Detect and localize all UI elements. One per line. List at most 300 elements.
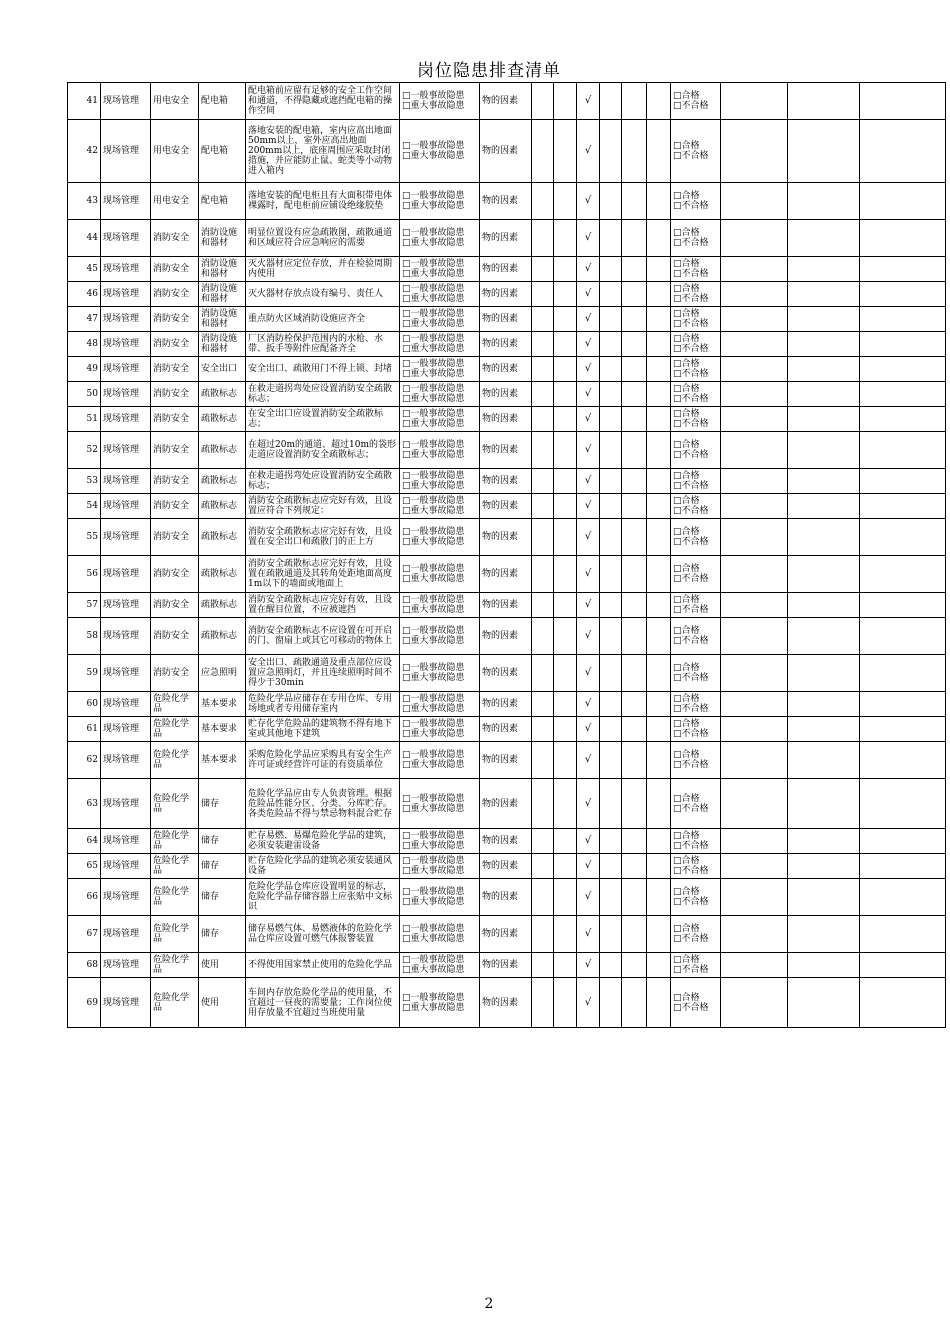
check-mark: √ [577,742,600,779]
empty-cell [554,332,577,357]
pass-checkbox[interactable]: □合格 [673,228,700,238]
area-cell: 现场管理 [101,953,151,978]
empty-cell [622,829,647,854]
empty-cell [554,120,577,183]
item-cell: 基本要求 [199,717,246,742]
empty-cell [600,257,622,282]
factor-cell: 物的因素 [480,978,532,1028]
general-hazard-checkbox[interactable]: □一般事故隐患 [402,887,465,897]
empty-cell [721,469,788,494]
fail-checkbox[interactable]: □不合格 [673,481,709,491]
result-options[interactable] [671,432,721,469]
row-number: 44 [68,220,101,257]
general-hazard-checkbox[interactable]: □一般事故隐患 [402,496,465,506]
hazard-level-options[interactable] [400,257,480,282]
empty-cell [721,655,788,692]
hazard-level-options[interactable] [400,519,480,556]
empty-cell [788,469,860,494]
fail-checkbox[interactable]: □不合格 [673,866,709,876]
item-cell: 储存 [199,829,246,854]
factor-cell: 物的因素 [480,519,532,556]
major-hazard-checkbox[interactable]: □重大事故隐患 [402,965,465,975]
major-hazard-checkbox[interactable]: □重大事故隐患 [402,605,465,615]
pass-checkbox[interactable]: □合格 [673,924,700,934]
check-mark: √ [577,779,600,829]
area-cell: 现场管理 [101,83,151,120]
hazard-level-options[interactable] [400,742,480,779]
result-options[interactable] [671,593,721,618]
empty-cell [554,742,577,779]
empty-cell [721,83,788,120]
table-row [68,618,946,655]
result-options[interactable] [671,469,721,494]
empty-cell [721,432,788,469]
hazard-level-options[interactable] [400,618,480,655]
fail-checkbox[interactable]: □不合格 [673,269,709,279]
major-hazard-checkbox[interactable]: □重大事故隐患 [402,866,465,876]
result-options[interactable] [671,307,721,332]
empty-cell [532,593,554,618]
category-cell: 消防安全 [151,282,199,307]
general-hazard-checkbox[interactable]: □一般事故隐患 [402,384,465,394]
empty-cell [600,382,622,407]
description-cell: 配电箱前应留有足够的安全工作空间和通道，不得隐藏或遮挡配电箱的操作空间 [246,83,400,120]
general-hazard-checkbox[interactable]: □一般事故隐患 [402,663,465,673]
factor-cell: 物的因素 [480,717,532,742]
hazard-level-options[interactable] [400,556,480,593]
pass-checkbox[interactable]: □合格 [673,496,700,506]
empty-cell [721,916,788,953]
factor-cell: 物的因素 [480,83,532,120]
empty-cell [860,407,946,432]
empty-cell [860,120,946,183]
area-cell: 现场管理 [101,618,151,655]
check-mark: √ [577,978,600,1028]
major-hazard-checkbox[interactable]: □重大事故隐患 [402,481,465,491]
empty-cell [600,519,622,556]
result-options[interactable] [671,357,721,382]
empty-cell [622,593,647,618]
general-hazard-checkbox[interactable]: □一般事故隐患 [402,284,465,294]
factor-cell: 物的因素 [480,120,532,183]
major-hazard-checkbox[interactable]: □重大事故隐患 [402,450,465,460]
major-hazard-checkbox[interactable]: □重大事故隐患 [402,841,465,851]
fail-checkbox[interactable]: □不合格 [673,841,709,851]
empty-cell [647,257,671,282]
fail-checkbox[interactable]: □不合格 [673,729,709,739]
fail-checkbox[interactable]: □不合格 [673,201,709,211]
general-hazard-checkbox[interactable]: □一般事故隐患 [402,750,465,760]
row-number: 68 [68,953,101,978]
empty-cell [622,692,647,717]
result-options[interactable] [671,494,721,519]
general-hazard-checkbox[interactable]: □一般事故隐患 [402,831,465,841]
empty-cell [554,220,577,257]
factor-cell: 物的因素 [480,829,532,854]
empty-cell [600,220,622,257]
empty-cell [721,618,788,655]
general-hazard-checkbox[interactable]: □一般事故隐患 [402,719,465,729]
fail-checkbox[interactable]: □不合格 [673,965,709,975]
major-hazard-checkbox[interactable]: □重大事故隐患 [402,1002,465,1013]
empty-cell [600,494,622,519]
fail-checkbox[interactable]: □不合格 [673,605,709,615]
empty-cell [622,494,647,519]
area-cell: 现场管理 [101,282,151,307]
empty-cell [788,916,860,953]
row-number: 48 [68,332,101,357]
hazard-level-options[interactable] [400,332,480,357]
general-hazard-checkbox[interactable]: □一般事故隐患 [402,955,465,965]
general-hazard-checkbox[interactable]: □一般事故隐患 [402,334,465,344]
hazard-level-options[interactable] [400,879,480,916]
result-options[interactable] [671,978,721,1028]
description-cell: 不得使用国家禁止使用的危险化学品 [246,953,400,978]
empty-cell [554,307,577,332]
fail-checkbox[interactable]: □不合格 [673,294,709,304]
result-options[interactable] [671,618,721,655]
hazard-level-options[interactable] [400,779,480,829]
empty-cell [860,556,946,593]
general-hazard-checkbox[interactable]: □一般事故隐患 [402,141,465,151]
fail-checkbox[interactable]: □不合格 [673,419,709,429]
major-hazard-checkbox[interactable]: □重大事故隐患 [402,101,465,111]
pass-checkbox[interactable]: □合格 [673,471,700,481]
empty-cell [554,519,577,556]
hazard-level-options[interactable] [400,83,480,120]
empty-cell [721,332,788,357]
empty-cell [647,742,671,779]
row-number: 49 [68,357,101,382]
fail-checkbox[interactable]: □不合格 [673,344,709,354]
general-hazard-checkbox[interactable]: □一般事故隐患 [402,793,465,804]
pass-checkbox[interactable]: □合格 [673,334,700,344]
result-options[interactable] [671,953,721,978]
pass-checkbox[interactable]: □合格 [673,626,700,636]
row-number: 52 [68,432,101,469]
general-hazard-checkbox[interactable]: □一般事故隐患 [402,564,465,574]
pass-checkbox[interactable]: □合格 [673,309,700,319]
empty-cell [721,494,788,519]
hazard-level-options[interactable] [400,717,480,742]
pass-checkbox[interactable]: □合格 [673,359,700,369]
result-options[interactable] [671,282,721,307]
result-options[interactable] [671,183,721,220]
empty-cell [554,618,577,655]
pass-checkbox[interactable]: □合格 [673,384,700,394]
empty-cell [721,407,788,432]
result-options[interactable] [671,854,721,879]
major-hazard-checkbox[interactable]: □重大事故隐患 [402,506,465,516]
pass-checkbox[interactable]: □合格 [673,992,700,1003]
hazard-level-options[interactable] [400,494,480,519]
factor-cell: 物的因素 [480,556,532,593]
major-hazard-checkbox[interactable]: □重大事故隐患 [402,729,465,739]
empty-cell [647,953,671,978]
result-options[interactable] [671,829,721,854]
major-hazard-checkbox[interactable]: □重大事故隐患 [402,897,465,907]
result-options[interactable] [671,879,721,916]
pass-checkbox[interactable]: □合格 [673,750,700,760]
table-row [68,854,946,879]
check-mark: √ [577,432,600,469]
major-hazard-checkbox[interactable]: □重大事故隐患 [402,238,465,248]
major-hazard-checkbox[interactable]: □重大事故隐患 [402,269,465,279]
fail-checkbox[interactable]: □不合格 [673,704,709,714]
empty-cell [532,953,554,978]
factor-cell: 物的因素 [480,357,532,382]
empty-cell [554,854,577,879]
area-cell: 现场管理 [101,307,151,332]
hazard-level-options[interactable] [400,307,480,332]
fail-checkbox[interactable]: □不合格 [673,897,709,907]
major-hazard-checkbox[interactable]: □重大事故隐患 [402,394,465,404]
table-row [68,779,946,829]
fail-checkbox[interactable]: □不合格 [673,760,709,770]
result-options[interactable] [671,692,721,717]
description-cell: 安全出口、疏散用门不得上锁、封堵 [246,357,400,382]
fail-checkbox[interactable]: □不合格 [673,450,709,460]
row-number: 55 [68,519,101,556]
result-options[interactable] [671,556,721,593]
pass-checkbox[interactable]: □合格 [673,284,700,294]
hazard-level-options[interactable] [400,357,480,382]
major-hazard-checkbox[interactable]: □重大事故隐患 [402,344,465,354]
item-cell: 储存 [199,916,246,953]
general-hazard-checkbox[interactable]: □一般事故隐患 [402,359,465,369]
result-options[interactable] [671,257,721,282]
empty-cell [788,282,860,307]
hazard-level-options[interactable] [400,183,480,220]
result-options[interactable] [671,655,721,692]
hazard-level-options[interactable] [400,382,480,407]
check-mark: √ [577,120,600,183]
empty-cell [860,494,946,519]
description-cell: 采购危险化学品应采购具有安全生产许可证或经营许可证的有资质单位 [246,742,400,779]
pass-checkbox[interactable]: □合格 [673,719,700,729]
empty-cell [622,879,647,916]
result-options[interactable] [671,332,721,357]
item-cell: 疏散标志 [199,556,246,593]
fail-checkbox[interactable]: □不合格 [673,636,709,646]
fail-checkbox[interactable]: □不合格 [673,394,709,404]
major-hazard-checkbox[interactable]: □重大事故隐患 [402,151,465,161]
hazard-level-options[interactable] [400,953,480,978]
pass-checkbox[interactable]: □合格 [673,887,700,897]
empty-cell [600,829,622,854]
hazard-level-options[interactable] [400,978,480,1028]
general-hazard-checkbox[interactable]: □一般事故隐患 [402,409,465,419]
empty-cell [532,978,554,1028]
hazard-level-options[interactable] [400,655,480,692]
category-cell: 危险化学品 [151,953,199,978]
general-hazard-checkbox[interactable]: □一般事故隐患 [402,259,465,269]
major-hazard-checkbox[interactable]: □重大事故隐患 [402,294,465,304]
pass-checkbox[interactable]: □合格 [673,527,700,537]
pass-checkbox[interactable]: □合格 [673,564,700,574]
general-hazard-checkbox[interactable]: □一般事故隐患 [402,440,465,450]
empty-cell [860,519,946,556]
general-hazard-checkbox[interactable]: □一般事故隐患 [402,856,465,866]
empty-cell [600,953,622,978]
fail-checkbox[interactable]: □不合格 [673,934,709,944]
category-cell: 消防安全 [151,618,199,655]
fail-checkbox[interactable]: □不合格 [673,537,709,547]
general-hazard-checkbox[interactable]: □一般事故隐患 [402,191,465,201]
major-hazard-checkbox[interactable]: □重大事故隐患 [402,319,465,329]
major-hazard-checkbox[interactable]: □重大事故隐患 [402,419,465,429]
empty-cell [532,779,554,829]
description-cell: 在安全出口应设置消防安全疏散标志； [246,407,400,432]
result-options[interactable] [671,717,721,742]
check-mark: √ [577,357,600,382]
factor-cell: 物的因素 [480,282,532,307]
major-hazard-checkbox[interactable]: □重大事故隐患 [402,760,465,770]
pass-checkbox[interactable]: □合格 [673,955,700,965]
category-cell: 消防安全 [151,432,199,469]
empty-cell [647,220,671,257]
general-hazard-checkbox[interactable]: □一般事故隐患 [402,309,465,319]
major-hazard-checkbox[interactable]: □重大事故隐患 [402,636,465,646]
empty-cell [600,618,622,655]
pass-checkbox[interactable]: □合格 [673,856,700,866]
general-hazard-checkbox[interactable]: □一般事故隐患 [402,471,465,481]
hazard-level-options[interactable] [400,469,480,494]
hazard-level-options[interactable] [400,916,480,953]
factor-cell: 物的因素 [480,307,532,332]
factor-cell: 物的因素 [480,916,532,953]
result-options[interactable] [671,742,721,779]
major-hazard-checkbox[interactable]: □重大事故隐患 [402,704,465,714]
fail-checkbox[interactable]: □不合格 [673,803,709,814]
empty-cell [721,742,788,779]
result-options[interactable] [671,916,721,953]
pass-checkbox[interactable]: □合格 [673,141,700,151]
empty-cell [532,307,554,332]
pass-checkbox[interactable]: □合格 [673,595,700,605]
fail-checkbox[interactable]: □不合格 [673,151,709,161]
general-hazard-checkbox[interactable]: □一般事故隐患 [402,626,465,636]
hazard-level-options[interactable] [400,692,480,717]
result-options[interactable] [671,519,721,556]
empty-cell [788,618,860,655]
major-hazard-checkbox[interactable]: □重大事故隐患 [402,934,465,944]
major-hazard-checkbox[interactable]: □重大事故隐患 [402,369,465,379]
result-options[interactable] [671,120,721,183]
fail-checkbox[interactable]: □不合格 [673,1002,709,1013]
pass-checkbox[interactable]: □合格 [673,663,700,673]
hazard-level-options[interactable] [400,432,480,469]
general-hazard-checkbox[interactable]: □一般事故隐患 [402,924,465,934]
fail-checkbox[interactable]: □不合格 [673,238,709,248]
fail-checkbox[interactable]: □不合格 [673,673,709,683]
result-options[interactable] [671,83,721,120]
fail-checkbox[interactable]: □不合格 [673,101,709,111]
description-cell: 消防安全疏散标志不应设置在可开启的门、窗扇上或其它可移动的物体上 [246,618,400,655]
empty-cell [554,282,577,307]
hazard-level-options[interactable] [400,120,480,183]
general-hazard-checkbox[interactable]: □一般事故隐患 [402,595,465,605]
empty-cell [647,332,671,357]
empty-cell [554,916,577,953]
fail-checkbox[interactable]: □不合格 [673,369,709,379]
table-row [68,257,946,282]
major-hazard-checkbox[interactable]: □重大事故隐患 [402,537,465,547]
empty-cell [600,717,622,742]
hazard-level-options[interactable] [400,854,480,879]
table-row [68,717,946,742]
pass-checkbox[interactable]: □合格 [673,694,700,704]
factor-cell: 物的因素 [480,618,532,655]
empty-cell [788,494,860,519]
general-hazard-checkbox[interactable]: □一般事故隐患 [402,91,465,101]
result-options[interactable] [671,779,721,829]
description-cell: 重点防火区域消防设施应齐全 [246,307,400,332]
pass-checkbox[interactable]: □合格 [673,191,700,201]
empty-cell [532,556,554,593]
empty-cell [600,779,622,829]
item-cell: 疏散标志 [199,469,246,494]
empty-cell [647,717,671,742]
check-mark: √ [577,717,600,742]
empty-cell [721,692,788,717]
empty-cell [647,83,671,120]
major-hazard-checkbox[interactable]: □重大事故隐患 [402,574,465,584]
general-hazard-checkbox[interactable]: □一般事故隐患 [402,527,465,537]
page-title: 岗位隐患排查清单 [417,61,561,81]
pass-checkbox[interactable]: □合格 [673,91,700,101]
major-hazard-checkbox[interactable]: □重大事故隐患 [402,201,465,211]
hazard-level-options[interactable] [400,829,480,854]
empty-cell [647,692,671,717]
empty-cell [532,357,554,382]
result-options[interactable] [671,220,721,257]
empty-cell [721,307,788,332]
pass-checkbox[interactable]: □合格 [673,259,700,269]
empty-cell [721,717,788,742]
table-row [68,83,946,120]
empty-cell [600,357,622,382]
hazard-level-options[interactable] [400,220,480,257]
result-options[interactable] [671,407,721,432]
hazard-level-options[interactable] [400,407,480,432]
fail-checkbox[interactable]: □不合格 [673,574,709,584]
factor-cell: 物的因素 [480,593,532,618]
area-cell: 现场管理 [101,257,151,282]
general-hazard-checkbox[interactable]: □一般事故隐患 [402,228,465,238]
major-hazard-checkbox[interactable]: □重大事故隐患 [402,673,465,683]
empty-cell [532,83,554,120]
general-hazard-checkbox[interactable]: □一般事故隐患 [402,992,465,1003]
fail-checkbox[interactable]: □不合格 [673,506,709,516]
row-number: 57 [68,593,101,618]
pass-checkbox[interactable]: □合格 [673,831,700,841]
category-cell: 消防安全 [151,407,199,432]
general-hazard-checkbox[interactable]: □一般事故隐患 [402,694,465,704]
pass-checkbox[interactable]: □合格 [673,409,700,419]
hazard-level-options[interactable] [400,282,480,307]
result-options[interactable] [671,382,721,407]
hazard-level-options[interactable] [400,593,480,618]
pass-checkbox[interactable]: □合格 [673,440,700,450]
pass-checkbox[interactable]: □合格 [673,793,700,804]
empty-cell [788,854,860,879]
fail-checkbox[interactable]: □不合格 [673,319,709,329]
category-cell: 消防安全 [151,519,199,556]
major-hazard-checkbox[interactable]: □重大事故隐患 [402,803,465,814]
check-mark: √ [577,83,600,120]
empty-cell [788,829,860,854]
